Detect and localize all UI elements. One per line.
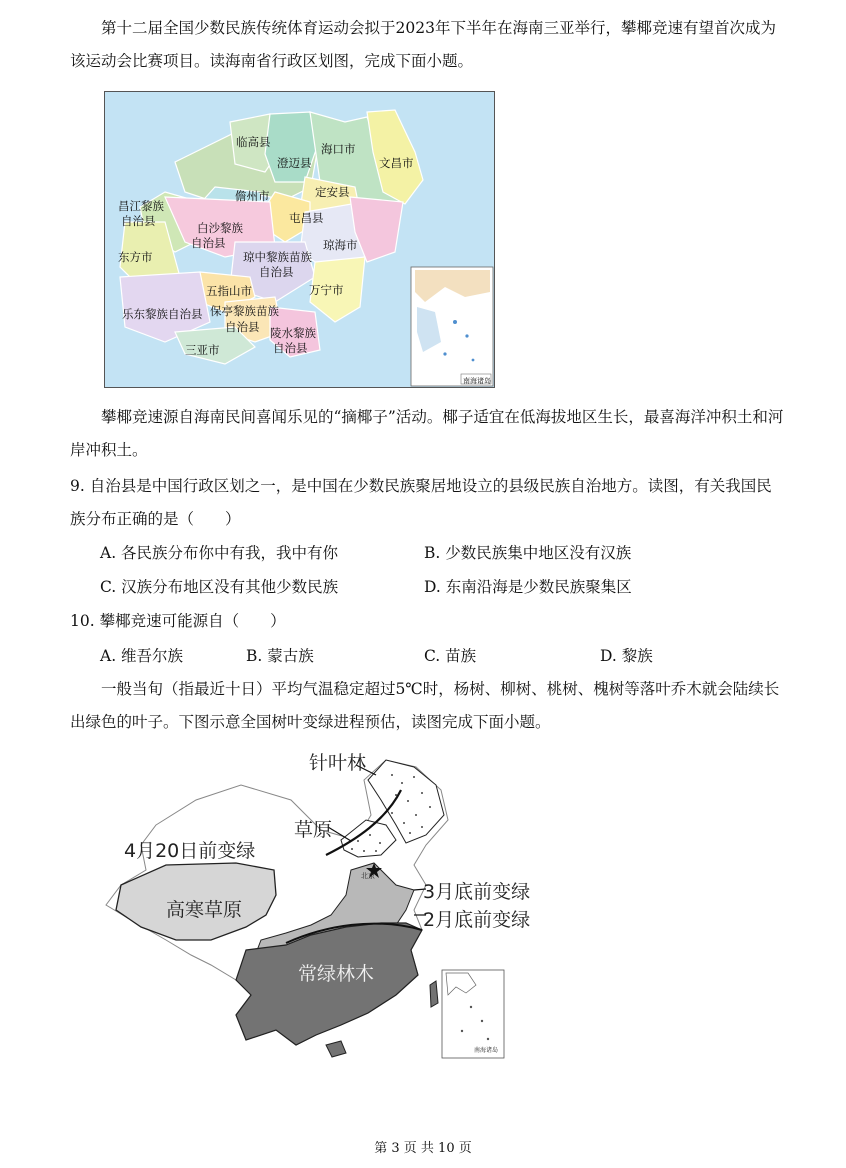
label-lingshui-2: 自治县 [273,341,308,355]
label-dongfang: 东方市 [118,250,153,264]
question-9-stem: 9. 自治县是中国行政区划之一，是中国在少数民族聚居地设立的县级民族自治地方。读图，有关我国民族分布正确的是（ ） [70,477,772,528]
label-baisha-2: 自治县 [191,236,226,250]
label-apr20: 4月20日前变绿 [124,840,256,862]
label-wanning: 万宁市 [309,283,344,297]
q9-option-a[interactable]: A. 各民族分布你中有我，我中有你 [100,544,339,562]
q9-option-d[interactable]: D. 东南沿海是少数民族聚集区 [424,578,632,596]
question-10-stem: 10. 攀椰竞速可能源自（ ） [70,612,286,630]
label-dingan: 定安县 [315,185,350,199]
page-footer: 第 3 页 共 10 页 [374,1141,472,1156]
label-ledong: 乐东黎族自治县 [122,307,203,321]
label-lingshui-1: 陵水黎族 [270,326,316,340]
label-evergreen: 常绿林木 [298,963,375,985]
label-alpine-grassland: 高寒草原 [166,899,243,921]
label-sanya: 三亚市 [185,343,220,357]
label-feb-end: 2月底前变绿 [423,909,531,931]
label-qiongzhong-2: 自治县 [259,265,294,279]
hainan-map [104,91,495,388]
label-baisha-1: 白沙黎族 [197,221,243,235]
china-inset-note: 南海诸岛 [474,1047,499,1054]
label-conifer: 针叶林 [309,752,367,774]
label-danzhou: 儋州市 [235,189,270,203]
label-haikou: 海口市 [321,142,356,156]
q10-option-d[interactable]: D. 黎族 [600,647,653,665]
label-changjiang-1: 昌江黎族 [118,199,164,213]
label-march-end: 3月底前变绿 [423,881,531,903]
inset-note: 南海诸岛 [463,377,491,385]
intro-paragraph-2: 攀椰竞速源自海南民间喜闻乐见的“摘椰子”活动。椰子适宜在低海拔地区生长，最喜海洋冲积土和河岸冲积土。 [70,408,784,459]
label-tunchang: 屯昌县 [289,211,324,225]
label-wenchang: 文昌市 [379,156,414,170]
label-changjiang-2: 自治县 [121,214,156,228]
intro-paragraph-1: 第十二届全国少数民族传统体育运动会拟于2023年下半年在海南三亚举行，攀椰竞速有望首次成为该运动会比赛项目。读海南省行政区划图，完成下面小题。 [70,19,776,70]
label-qiongzhong-1: 琼中黎族苗族 [243,250,312,264]
label-grassland: 草原 [294,819,333,841]
china-greening-map [96,745,531,1060]
q10-option-c[interactable]: C. 苗族 [424,647,477,665]
label-chengmai: 澄迈县 [277,156,312,170]
q10-option-a[interactable]: A. 维吾尔族 [100,647,184,665]
intro-paragraph-3: 一般当旬（指最近十日）平均气温稳定超过5℃时，杨树、柳树、桃树、槐树等落叶乔木就会陆续长出绿色的叶子。下图示意全国树叶变绿进程预估，读图完成下面小题。 [70,680,780,731]
label-qionghai: 琼海市 [323,238,358,252]
label-baoting-1: 保亭黎族苗族 [210,304,279,318]
label-baoting-2: 自治县 [225,320,260,334]
q9-option-b[interactable]: B. 少数民族集中地区没有汉族 [424,544,632,562]
label-wuzhishan: 五指山市 [206,284,252,298]
label-lingao: 临高县 [236,135,271,149]
q9-option-c[interactable]: C. 汉族分布地区没有其他少数民族 [100,578,339,596]
q10-option-b[interactable]: B. 蒙古族 [246,647,314,665]
label-beijing: 北京 [361,872,375,880]
